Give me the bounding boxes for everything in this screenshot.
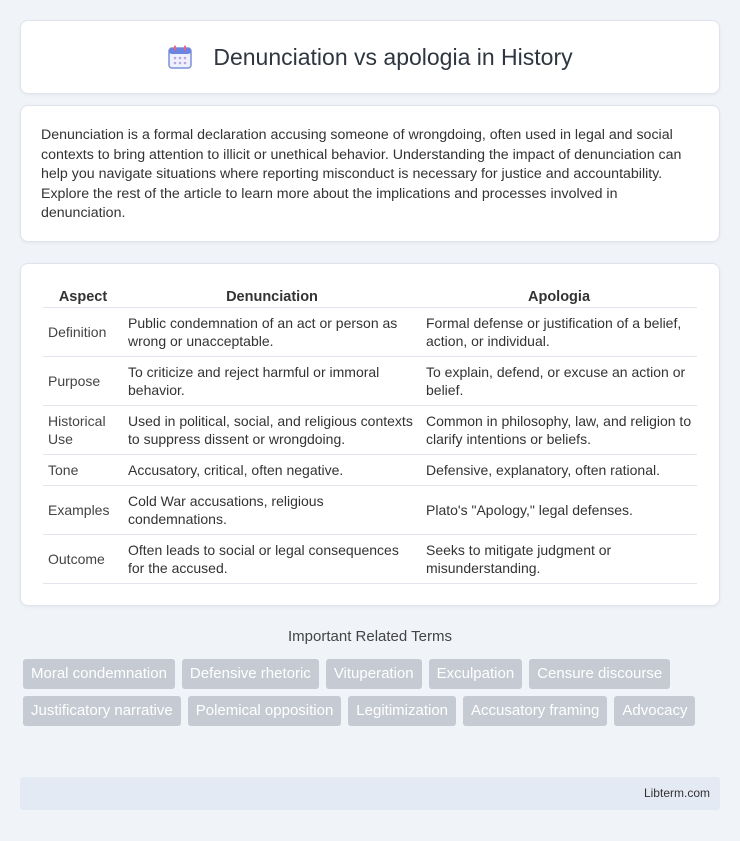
row-apologia: Seeks to mitigate judgment or misunderstanding. (421, 535, 697, 584)
intro-text: Denunciation is a formal declaration accusing someone of wrongdoing, often used in legal and social contexts to bring attention to illicit or unethical behavior. Understanding the impact of denunciation can help you navigate situations where reporting misconduct is necessary for justice and accountability. Explore the rest of the article to learn more about the implications and processes involved in denunciation. (41, 127, 682, 221)
row-denunciation: Often leads to social or legal consequences for the accused. (123, 535, 421, 584)
row-aspect: Tone (43, 455, 123, 486)
footer-link[interactable]: Libterm.com (643, 786, 710, 800)
calendar-icon (167, 44, 193, 70)
related-terms-title: Important Related Terms (288, 628, 452, 645)
intro-card (20, 105, 720, 242)
row-aspect: Examples (43, 486, 123, 535)
term-tag[interactable]: Polemical opposition (188, 696, 342, 726)
row-apologia: To explain, defend, or excuse an action or belief. (421, 357, 697, 406)
term-tag[interactable]: Defensive rhetoric (182, 659, 319, 689)
table-header-row (43, 285, 697, 308)
term-tag[interactable]: Vituperation (326, 659, 422, 689)
table-row (43, 535, 697, 584)
row-denunciation: Cold War accusations, religious condemnations. (123, 486, 421, 535)
term-tag[interactable]: Censure discourse (529, 659, 670, 689)
term-tag[interactable]: Moral condemnation (23, 659, 175, 689)
header-apologia: Apologia (421, 285, 697, 308)
row-denunciation: Used in political, social, and religious contexts to suppress dissent or wrongdoing. (123, 406, 421, 455)
related-terms-list (23, 659, 713, 733)
term-tag[interactable]: Legitimization (348, 696, 456, 726)
row-denunciation: Public condemnation of an act or person as wrong or unacceptable. (123, 308, 421, 357)
comparison-card (20, 263, 720, 606)
term-tag[interactable]: Exculpation (429, 659, 523, 689)
table-row (43, 308, 697, 357)
footer (20, 777, 720, 810)
row-denunciation: Accusatory, critical, often negative. (123, 455, 421, 486)
row-apologia: Defensive, explanatory, often rational. (421, 455, 697, 486)
row-aspect: Purpose (43, 357, 123, 406)
term-tag[interactable]: Advocacy (614, 696, 695, 726)
table-row (43, 455, 697, 486)
row-aspect: Historical Use (43, 406, 123, 455)
header-denunciation: Denunciation (123, 285, 421, 308)
term-tag[interactable]: Accusatory framing (463, 696, 607, 726)
row-aspect: Definition (43, 308, 123, 357)
table-row (43, 406, 697, 455)
header-card (20, 20, 720, 94)
comparison-table (43, 285, 697, 584)
table-row (43, 357, 697, 406)
term-tag[interactable]: Justificatory narrative (23, 696, 181, 726)
row-apologia: Formal defense or justification of a belief, action, or individual. (421, 308, 697, 357)
header-aspect: Aspect (43, 285, 123, 308)
row-apologia: Plato's "Apology," legal defenses. (421, 486, 697, 535)
row-apologia: Common in philosophy, law, and religion to clarify intentions or beliefs. (421, 406, 697, 455)
row-denunciation: To criticize and reject harmful or immoral behavior. (123, 357, 421, 406)
table-row (43, 486, 697, 535)
row-aspect: Outcome (43, 535, 123, 584)
page-title: Denunciation vs apologia in History (213, 43, 573, 70)
